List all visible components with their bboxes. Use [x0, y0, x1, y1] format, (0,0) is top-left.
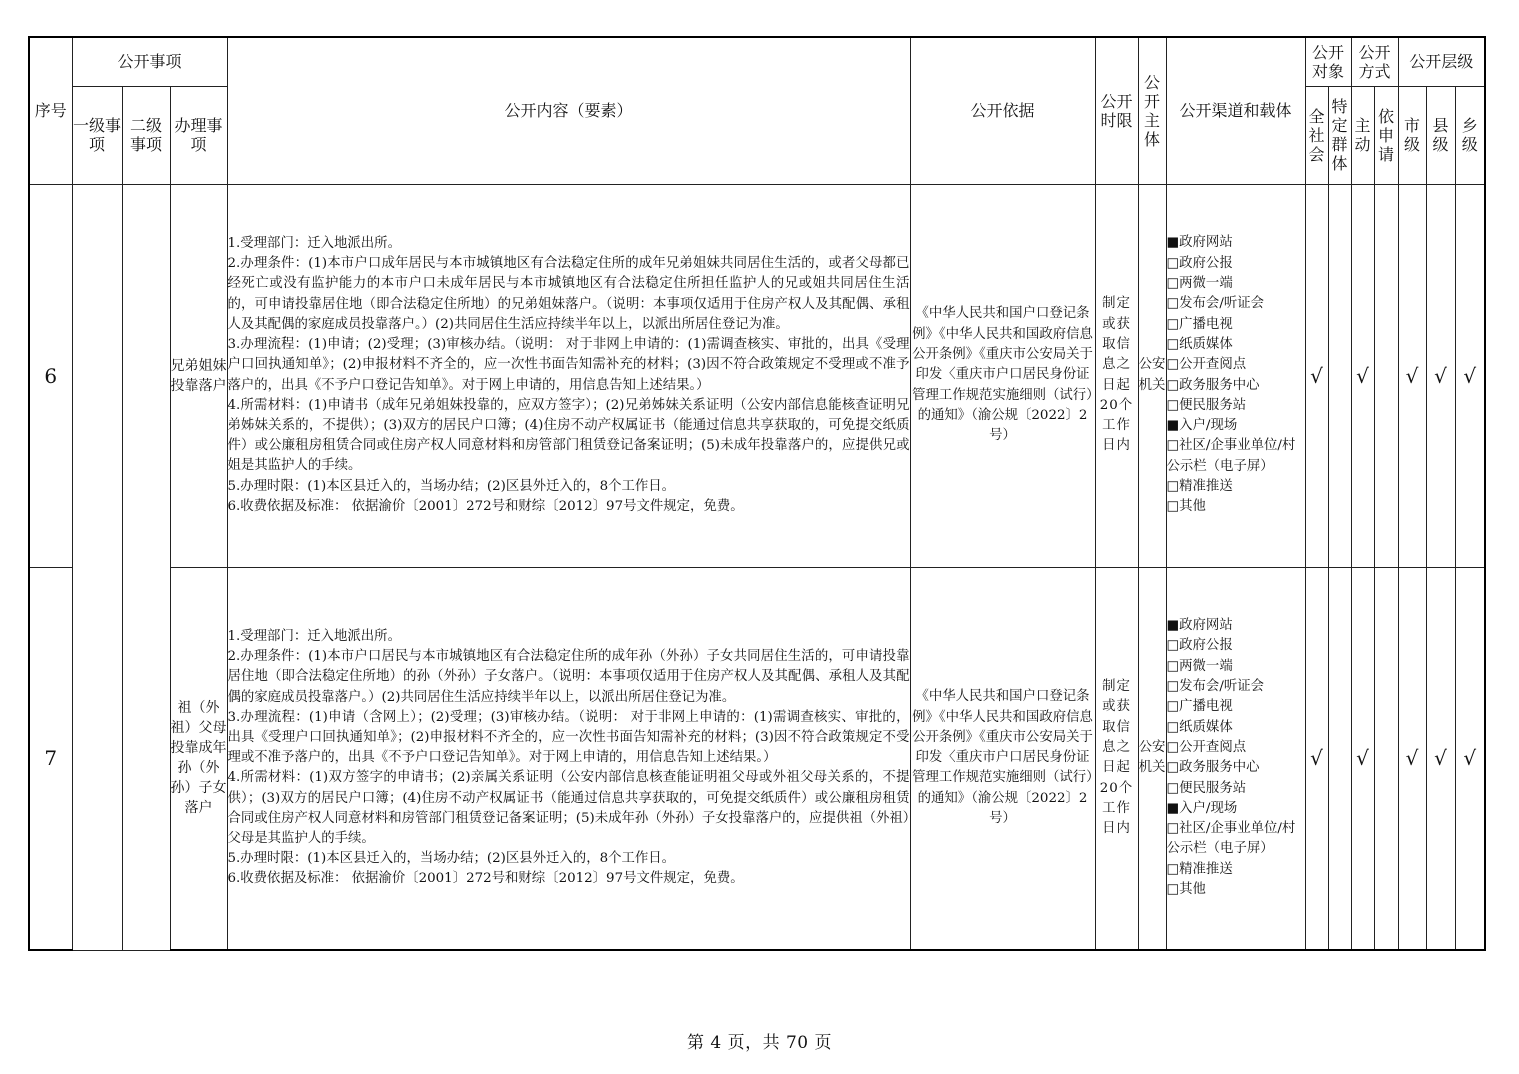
level-city-check: √	[1398, 184, 1426, 567]
header-time-limit: 公开时限	[1095, 37, 1138, 184]
row-channels	[1166, 567, 1305, 950]
header-matter-group: 公开事项	[72, 37, 227, 86]
header-seq: 序号	[29, 37, 72, 184]
row-content	[227, 184, 910, 567]
target-specific-check	[1328, 567, 1351, 950]
method-active-check: √	[1351, 567, 1374, 950]
header-level-town: 乡级	[1455, 86, 1485, 184]
row-seq: 6	[29, 184, 72, 567]
level-town-check: √	[1455, 184, 1485, 567]
content-line: 1.受理部门：迁入地派出所。	[227, 628, 401, 644]
level-town-check: √	[1455, 567, 1485, 950]
method-request-check	[1374, 567, 1398, 950]
row-time-limit: 制定或获取信息之日起20个工作日内	[1095, 567, 1138, 950]
header-level-city: 市级	[1398, 86, 1426, 184]
channel-item: □政务服务中心	[1166, 760, 1260, 776]
target-all-check: √	[1305, 184, 1328, 567]
header-basis: 公开依据	[910, 37, 1095, 184]
channel-item: □社区/企事业单位/村公示栏（电子屏）	[1166, 821, 1296, 857]
header-target-group: 公开对象	[1305, 37, 1351, 86]
content-line: 2.办理条件：(1)本市户口成年居民与本市城镇地区有合法稳定住所的成年兄弟姐妹共同居住生活的，或者父母都已经死亡或没有监护能力的本市户口未成年居民与本市城镇地区有合法稳定住所担任监护人的兄或姐共同居住生活的，可申请投靠居住地（即合法稳定住所地）的兄弟姐妹落户。（说明：本事项仅适用于住房产权人及其配偶、承租人及其配偶的家庭成员投靠落户。）(2)共同居住生活应持续半年以上，以派出所居住登记为准。	[227, 256, 910, 332]
content-line: 6.收费依据及标准： 依据渝价〔2001〕272号和财综〔2012〕97号文件规定，免费。	[227, 498, 744, 514]
page-footer: 第 4 页，共 70 页	[686, 1033, 833, 1053]
header-target-specific: 特定群体	[1328, 86, 1351, 184]
content-line: 3.办理流程：(1)申请；(2)受理；(3)审核办结。（说明： 对于非网上申请的：(1)需调查核实、审批的，出具《受理户口回执通知单》；(2)申报材料不齐全的，应一次性书面告知需补充的材料；(3)因不符合政策规定不受理或不准予落户的，出具《不予户口登记告知单》。对于网上申请的，用信息告知上述结果。）	[227, 337, 910, 393]
row-channels	[1166, 184, 1305, 567]
content-line: 6.收费依据及标准： 依据渝价〔2001〕272号和财综〔2012〕97号文件规定，免费。	[227, 871, 744, 887]
channel-item: □政务服务中心	[1166, 377, 1260, 393]
row-time-limit: 制定或获取信息之日起20个工作日内	[1095, 184, 1138, 567]
level-county-check: √	[1426, 567, 1455, 950]
channel-item: □公开查阅点	[1166, 739, 1247, 755]
channel-item: □政府公报	[1166, 638, 1233, 654]
level2-cell	[122, 184, 170, 950]
channel-item: □发布会/听证会	[1166, 679, 1265, 695]
header-target-all: 全社会	[1305, 86, 1328, 184]
header-level-county: 县级	[1426, 86, 1455, 184]
content-line: 5.办理时限：(1)本区县迁入的，当场办结；(2)区县外迁入的，8个工作日。	[227, 851, 676, 867]
channel-item: □广播电视	[1166, 316, 1233, 332]
content-line: 4.所需材料：(1)双方签字的申请书；(2)亲属关系证明（公安内部信息核查能证明祖父母或外祖父母关系的，不提供）；(3)双方的居民户口簿；(4)住房不动产权属证书（能通过信息共享获取的，可免提交纸质件）或公廉租房租赁合同或住房产权人同意材料和房管部门租赁登记备案证明；(5)未成年孙（外孙）子女投靠落户的，应提供祖（外祖）父母是其监护人的手续。	[227, 770, 910, 846]
header-method-active: 主动	[1351, 86, 1374, 184]
channel-item: □精准推送	[1166, 861, 1233, 877]
table-row	[29, 184, 1485, 567]
header-method-group: 公开方式	[1351, 37, 1398, 86]
level-city-check: √	[1398, 567, 1426, 950]
channel-item: □其他	[1166, 499, 1206, 515]
target-specific-check	[1328, 184, 1351, 567]
row-basis: 《中华人民共和国户口登记条例》《中华人民共和国政府信息公开条例》《重庆市公安局关于印发〈重庆市户口居民身份证管理工作规范实施细则（试行）的通知》（渝公规〔2022〕2号）	[910, 567, 1095, 950]
channel-item: ■入户/现场	[1166, 418, 1238, 434]
content-line: 1.受理部门：迁入地派出所。	[227, 236, 401, 252]
channel-item: □纸质媒体	[1166, 719, 1233, 735]
table-row	[29, 567, 1485, 950]
channel-item: ■政府网站	[1166, 618, 1233, 634]
method-active-check: √	[1351, 184, 1374, 567]
channel-item: □便民服务站	[1166, 397, 1247, 413]
content-line: 2.办理条件：(1)本市户口居民与本市城镇地区有合法稳定住所的成年孙（外孙）子女共同居住生活的，可申请投靠居住地（即合法稳定住所地）的孙（外孙）子女落户。（说明：本事项仅适用于住房产权人及其配偶、承租人及其配偶的家庭成员投靠落户。）(2)共同居住生活应持续半年以上，以派出所居住登记为准。	[227, 649, 910, 705]
channel-item: □发布会/听证会	[1166, 296, 1265, 312]
content-line: 3.办理流程：(1)申请（含网上）；(2)受理；(3)审核办结。（说明： 对于非网上申请的：(1)需调查核实、审批的，出具《受理户口回执通知单》；(2)申报材料不齐全的，应一次性书面告知需补充的材料；(3)因不符合政策规定不受理或不准予落户的，出具《不予户口登记告知单》。对于网上申请的，用信息告知上述结果。）	[227, 709, 910, 766]
channel-item: □纸质媒体	[1166, 336, 1233, 352]
header-level1: 一级事项	[72, 86, 122, 184]
channel-item: □精准推送	[1166, 478, 1233, 494]
disclosure-table	[28, 36, 1486, 951]
channel-item: □广播电视	[1166, 699, 1233, 715]
channel-item: □两微一端	[1166, 658, 1233, 674]
row-subject: 公安机关	[1138, 184, 1166, 567]
row-handling: 兄弟姐妹投靠落户	[170, 184, 227, 567]
channel-item: ■入户/现场	[1166, 800, 1238, 816]
header-level-group: 公开层级	[1398, 37, 1485, 86]
level-county-check: √	[1426, 184, 1455, 567]
content-line: 5.办理时限：(1)本区县迁入的，当场办结；(2)区县外迁入的，8个工作日。	[227, 478, 676, 494]
header-handling: 办理事项	[170, 86, 227, 184]
header-channels: 公开渠道和载体	[1166, 37, 1305, 184]
channel-item: □便民服务站	[1166, 780, 1247, 796]
row-subject: 公安机关	[1138, 567, 1166, 950]
channel-item: ■政府网站	[1166, 235, 1233, 251]
content-line: 4.所需材料：(1)申请书（成年兄弟姐妹投靠的，应双方签字）；(2)兄弟姊妹关系证明（公安内部信息能核查证明兄弟姊妹关系的，不提供）；(3)双方的居民户口簿；(4)住房不动产权属证书（能通过信息共享获取的，可免提交纸质件）或公廉租房租赁合同或住房产权人同意材料和房管部门租赁登记备案证明；(5)未成年投靠落户的，应提供兄或姐是其监护人的手续。	[227, 397, 910, 474]
target-all-check: √	[1305, 567, 1328, 950]
row-basis: 《中华人民共和国户口登记条例》《中华人民共和国政府信息公开条例》《重庆市公安局关于印发〈重庆市户口居民身份证管理工作规范实施细则（试行）的通知》（渝公规〔2022〕2号）	[910, 184, 1095, 567]
method-request-check	[1374, 184, 1398, 567]
header-content: 公开内容（要素）	[227, 37, 910, 184]
row-seq: 7	[29, 567, 72, 950]
channel-item: □两微一端	[1166, 276, 1233, 292]
header-method-request: 依申请	[1374, 86, 1398, 184]
channel-item: □公开查阅点	[1166, 357, 1247, 373]
channel-item: □其他	[1166, 882, 1206, 898]
header-level2: 二级事项	[122, 86, 170, 184]
row-handling: 祖（外祖）父母投靠成年孙（外孙）子女落户	[170, 567, 227, 950]
header-subject: 公开主体	[1138, 37, 1166, 184]
row-content	[227, 567, 910, 950]
channel-item: □社区/企事业单位/村公示栏（电子屏）	[1166, 438, 1296, 474]
level1-cell	[72, 184, 122, 950]
channel-item: □政府公报	[1166, 255, 1233, 271]
